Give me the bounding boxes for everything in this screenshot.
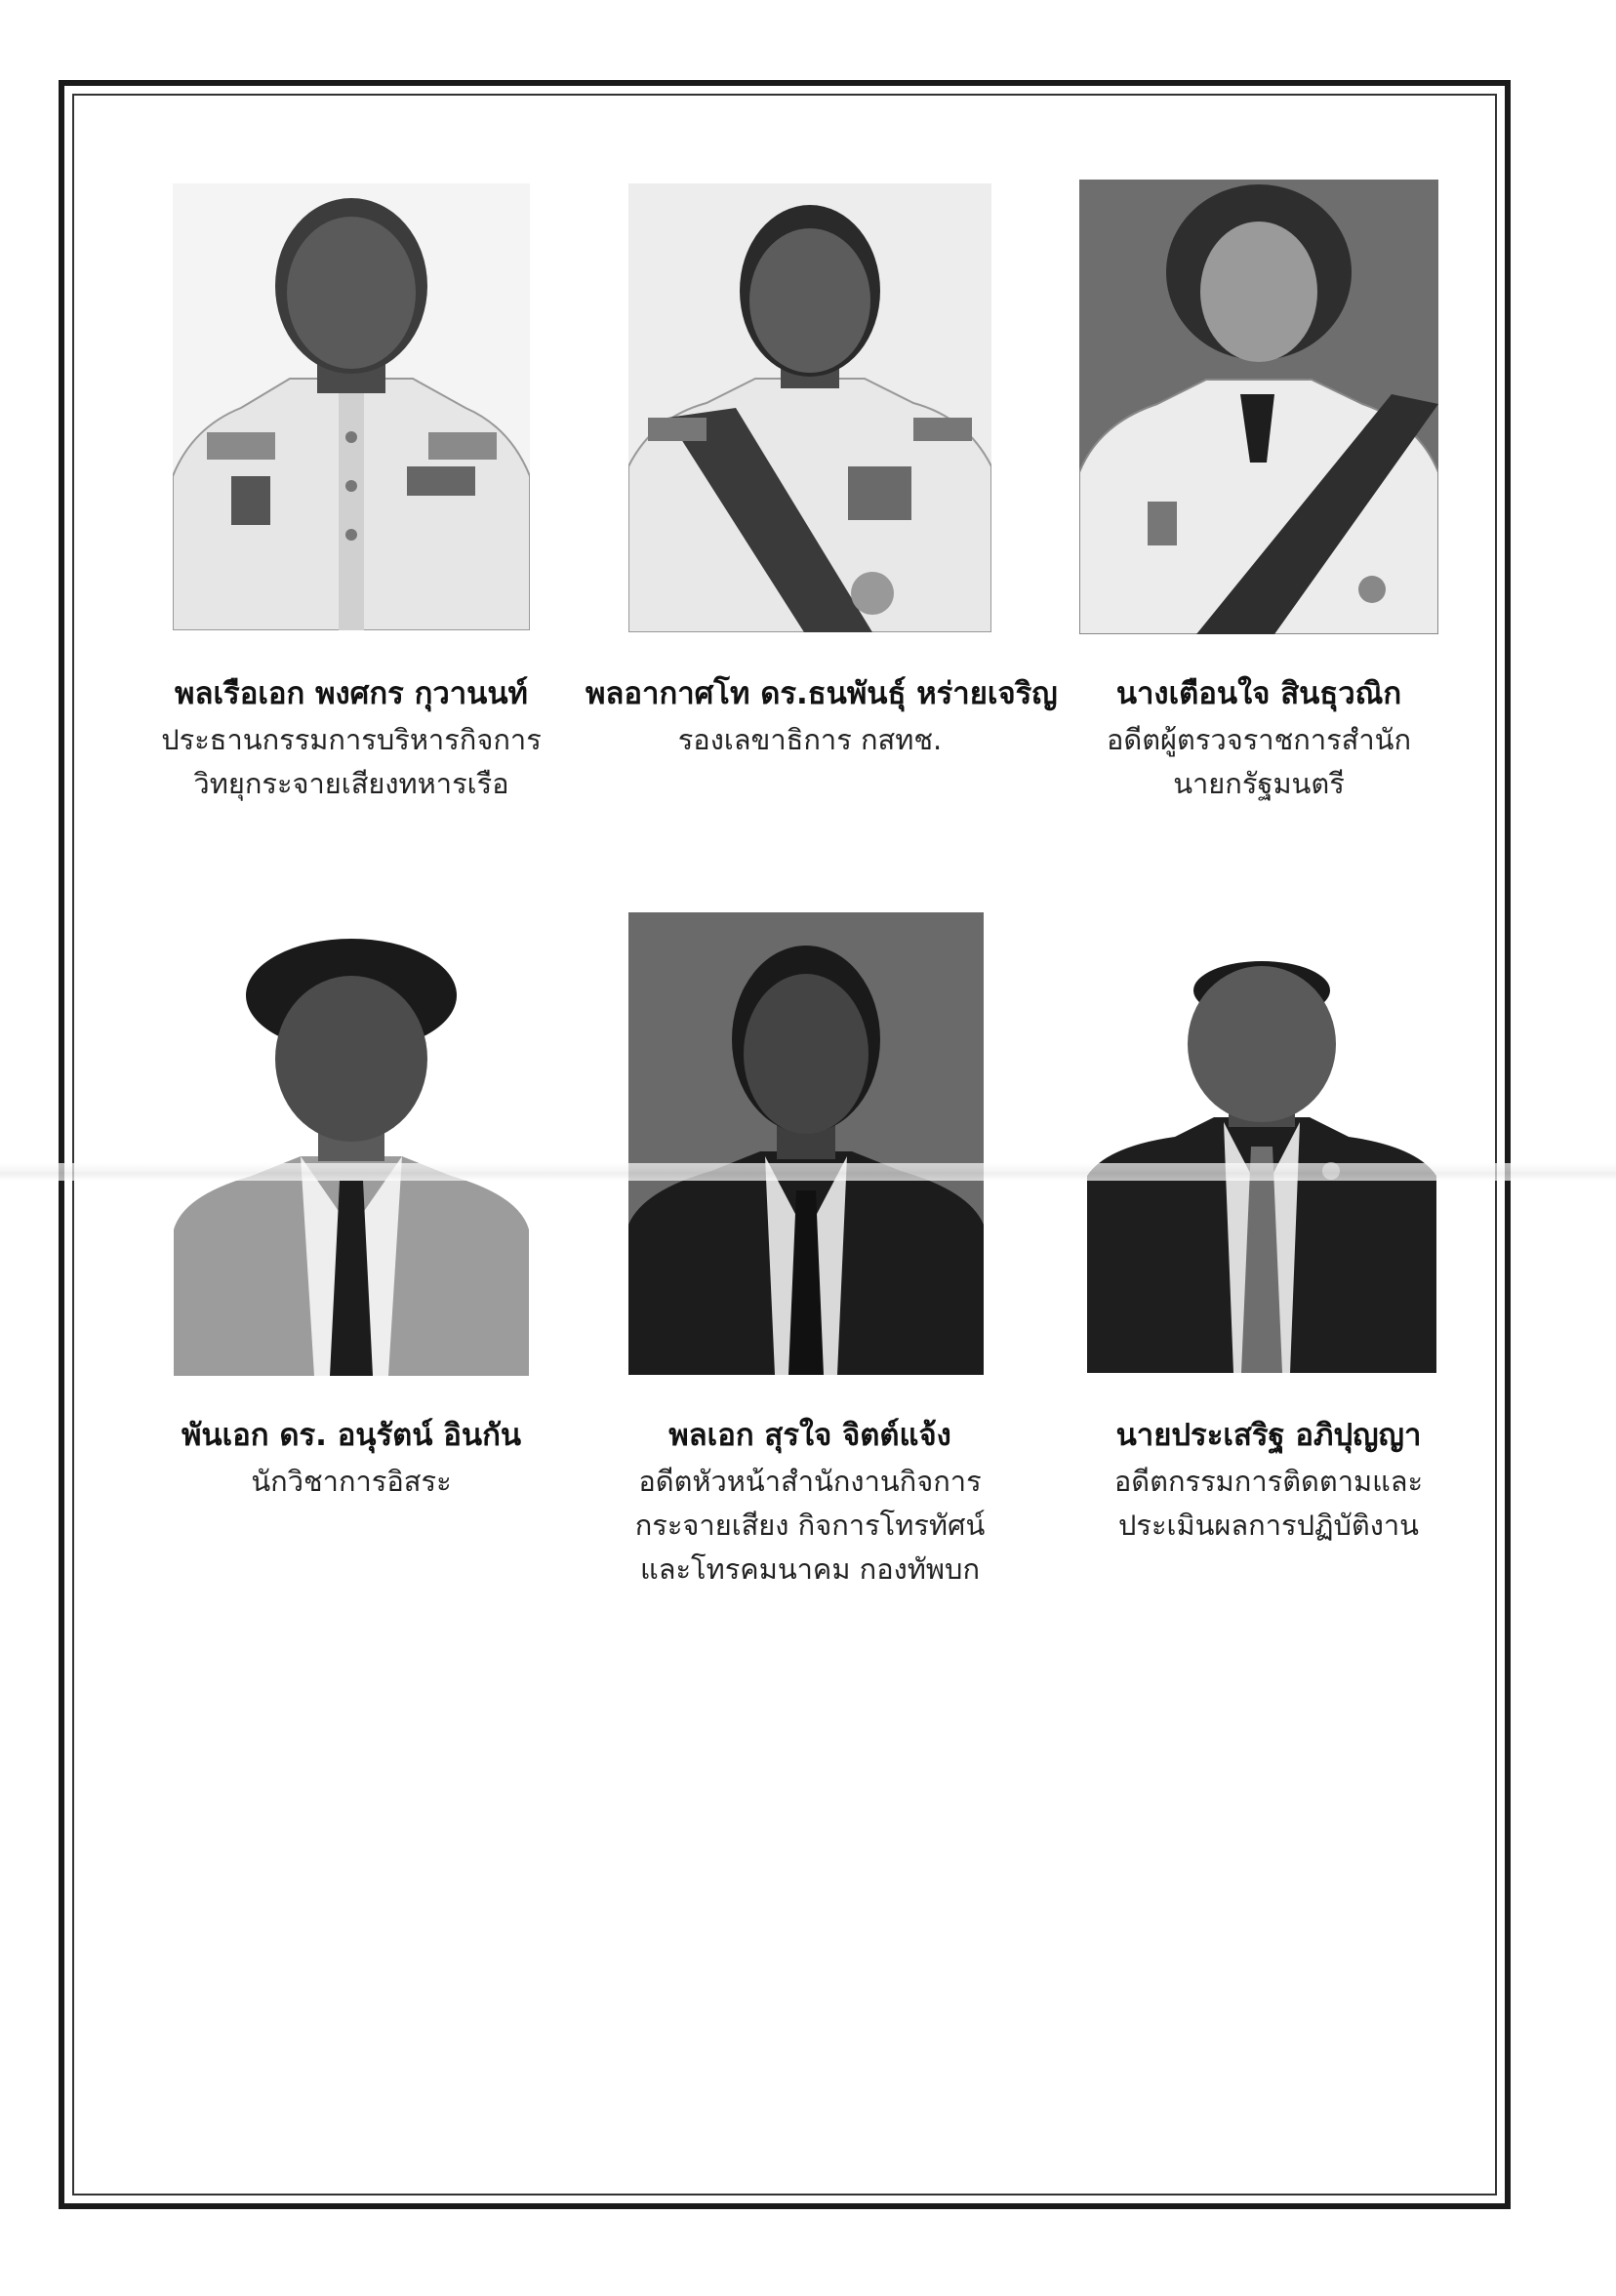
person-title-4-line-1: นักวิชาการอิสระ [251, 1465, 452, 1498]
person-card-4 [156, 937, 546, 1522]
portrait-photo-3 [1079, 180, 1438, 634]
person-card-2 [586, 176, 1058, 859]
paper-fold-shadow [0, 1163, 1616, 1181]
person-card-3 [1064, 176, 1454, 859]
portrait-photo-5 [628, 912, 984, 1375]
person-name-1: พลเรือเอก พงศกร กุวานนท์ [175, 676, 528, 711]
person-title-3-line-1: อดีตผู้ตรวจราชการสำนัก [1106, 723, 1412, 756]
person-title-1-line-2: วิทยุกระจายเสียงทหารเรือ [193, 767, 509, 800]
person-title-1-line-1: ประธานกรรมการบริหารกิจการ [161, 723, 542, 756]
portrait-photo-4 [174, 937, 529, 1376]
person-title-6-line-1: อดีตกรรมการติดตามและ [1113, 1465, 1424, 1498]
person-card-1 [156, 176, 546, 859]
person-name-4: พันเอก ดร. อนุรัตน์ อินกัน [181, 1418, 522, 1453]
person-card-5 [586, 912, 1034, 1634]
person-title-5-line-1: อดีตหัวหน้าสำนักงานกิจการ [638, 1465, 982, 1498]
person-name-5: พลเอก สุรใจ จิตต์แจ้ง [668, 1418, 951, 1453]
portrait-photo-2 [628, 183, 991, 632]
portrait-photo-1 [173, 183, 530, 630]
person-title-6-line-2: ประเมินผลการปฏิบัติงาน [1118, 1509, 1419, 1542]
person-title-5-line-2: กระจายเสียง กิจการโทรทัศน์ [634, 1509, 986, 1542]
person-title-3-line-2: นายกรัฐมนตรี [1173, 767, 1345, 800]
person-title-5-line-3: และโทรคมนาคม กองทัพบก [640, 1552, 980, 1586]
person-name-3: นางเตือนใจ สินธุวณิก [1115, 676, 1402, 711]
person-name-6: นายประเสริฐ อภิปุญญา [1115, 1418, 1422, 1453]
person-title-2-line-1: รองเลขาธิการ กสทช. [677, 723, 943, 756]
person-name-2: พลอากาศโท ดร.ธนพันธุ์ หร่ายเจริญ [586, 676, 1058, 711]
portrait-photo-6 [1087, 951, 1436, 1373]
person-card-6 [1064, 951, 1474, 1556]
